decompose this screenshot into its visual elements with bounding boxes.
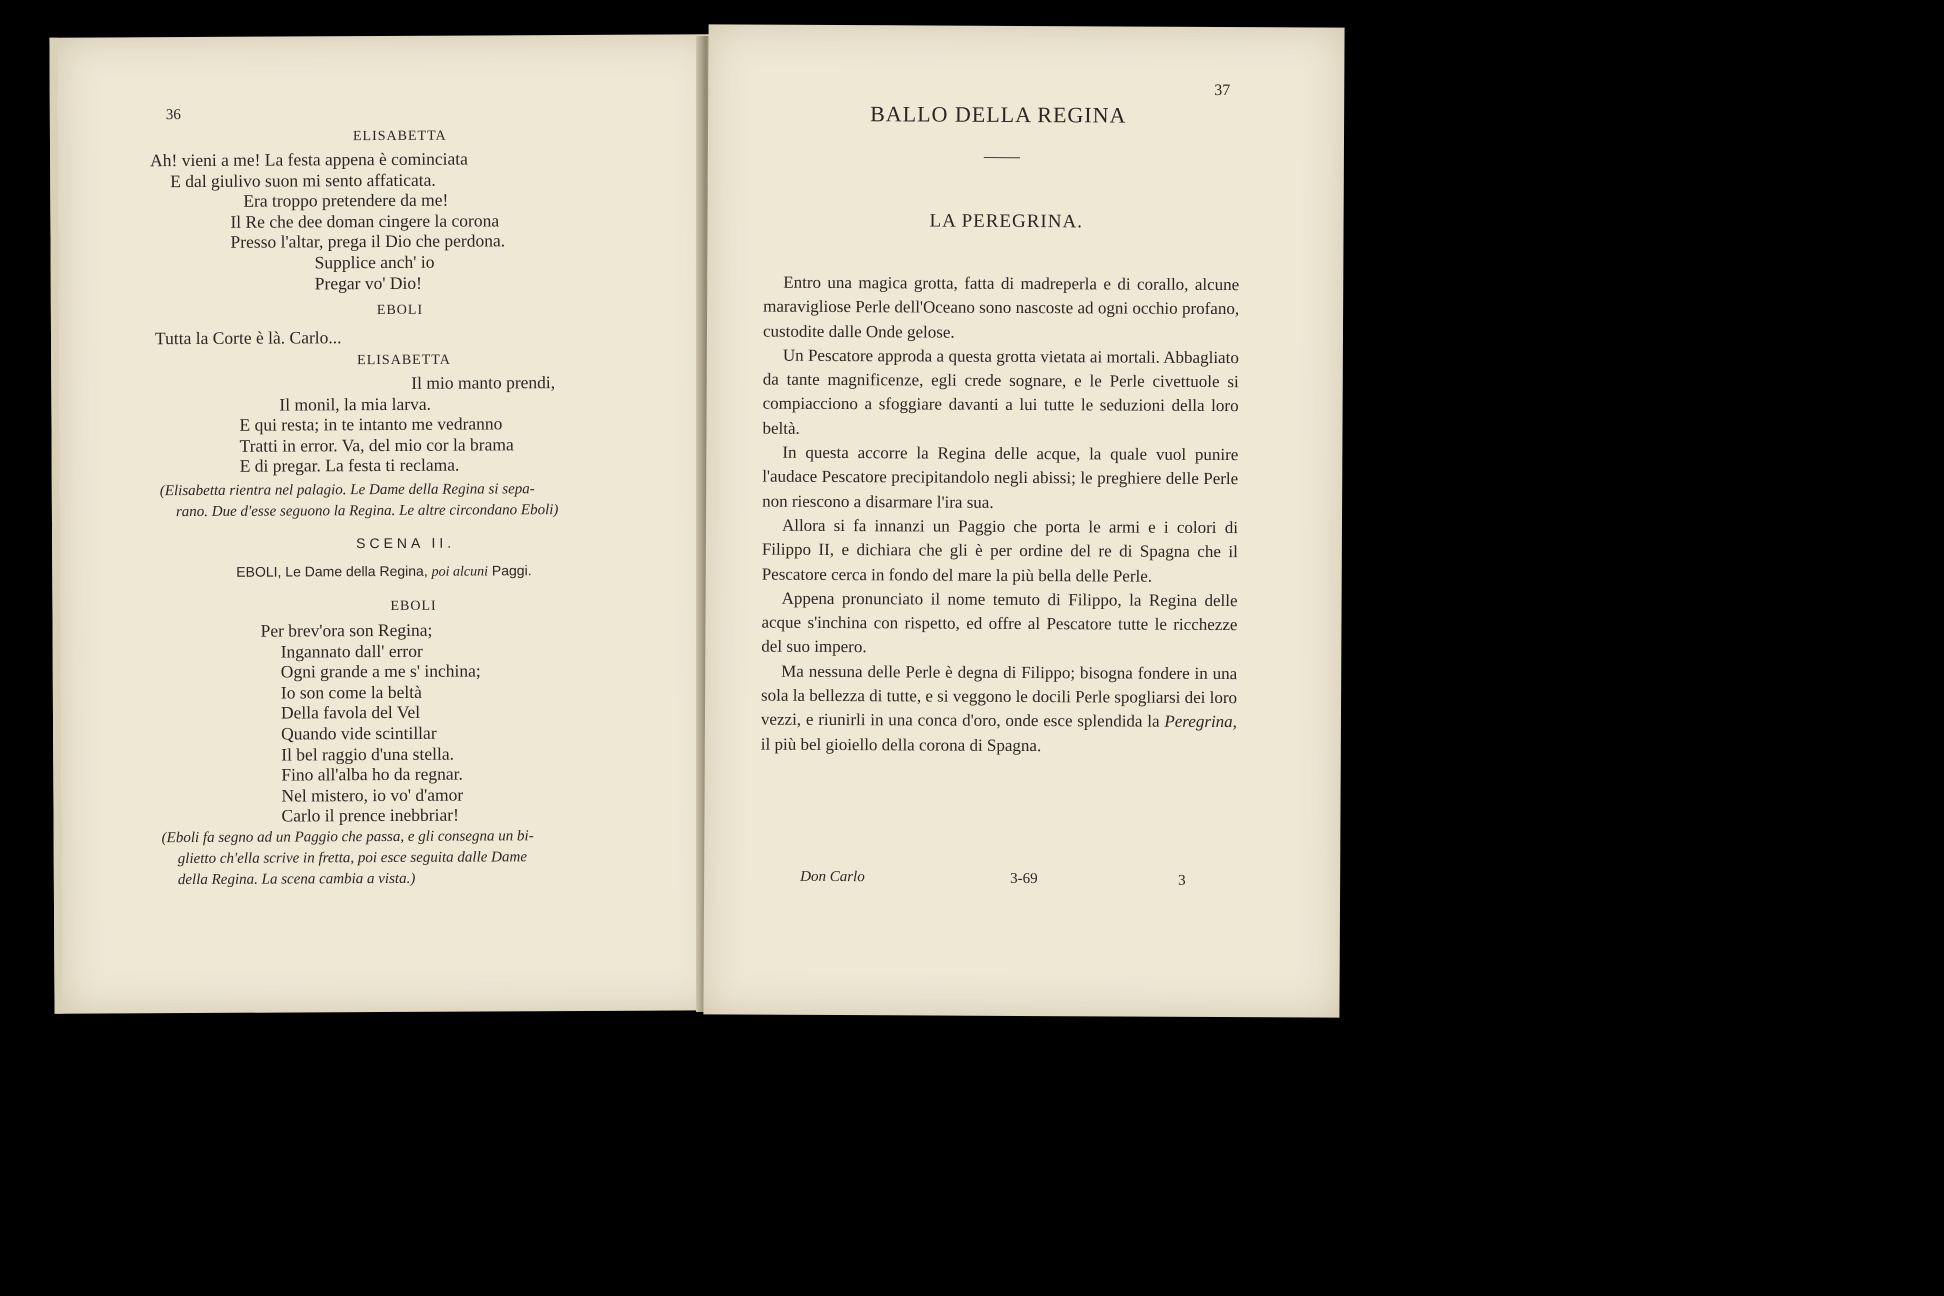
- stage-line: (Eboli fa segno ad un Paggio che passa, e gli consegna un bi-: [161, 828, 534, 847]
- stage-line: glietto ch'ella scrive in fretta, poi esce seguita dalle Dame: [177, 849, 528, 868]
- page-number-right: 37: [1214, 81, 1231, 100]
- synopsis-paragraph: Allora si fa innanzi un Paggio che porta le armi e i colori di Filippo II, e dichiara che gli è per ordine del re di Spagna che il Pescatore cerca in fondo del mare la più bella delle Perle.: [761, 515, 1239, 586]
- speaker-eboli-2: EBOLI: [390, 598, 437, 614]
- synopsis-paragraph: In questa accorre la Regina delle acque, la quale vuol punire l'audace Pescatore precipitandolo negli abissi; le preghiere delle Perle non riescono a disarmare l'ira sua.: [762, 442, 1239, 512]
- verse-line: Ingannato dall' error: [280, 640, 423, 662]
- verse-block-4: [261, 620, 482, 827]
- verse-line: E di pregar. La festa ti reclama.: [239, 454, 460, 477]
- cast-end: Paggi.: [491, 562, 532, 579]
- verse-line: Io son come la beltà: [280, 681, 422, 703]
- verse-line: Il Re che dee doman cingere la corona: [230, 210, 500, 232]
- verse-line: E dal giulivo suon mi sento affaticata.: [170, 169, 436, 191]
- stage-line: (Elisabetta rientra nel palagio. Le Dame della Regina si sepa-: [159, 481, 535, 500]
- cast-italic: poi alcuni: [431, 564, 489, 580]
- stage-direction-1: [160, 479, 559, 523]
- cast-line: [236, 562, 531, 582]
- verse-line: Il bel raggio d'una stella.: [281, 743, 455, 765]
- verse-line: E qui resta; in te intanto me vedranno: [239, 413, 503, 435]
- stage-direction-2: [162, 826, 534, 891]
- footer-title: Don Carlo: [800, 868, 865, 886]
- verse-line: Ah! vieni a me! La festa appena è cominciata: [150, 148, 468, 171]
- synopsis-paragraph: Appena pronunciato il nome temuto di Filippo, la Regina delle acque s'inchina con rispetto, ed offre al Pescatore tutte le ricchezze del suo impero.: [761, 588, 1238, 657]
- verse-line: Il mio manto prendi,: [411, 372, 556, 393]
- peregrina-italic: Peregrina,: [1164, 712, 1238, 732]
- ballet-subtitle: LA PEREGRINA.: [929, 210, 1084, 233]
- scena-heading: SCENA II.: [356, 534, 456, 552]
- last-paragraph-start: Ma nessuna delle Perle è degna di Filippo; bisogna fondere in una sola la bellezza di tutte, e si veggono le docili Perle spogliarsi dei loro vezzi, e riunirli in una conca d'oro, onde esce splendida la: [760, 661, 1238, 732]
- last-paragraph-end: il più bel gioiello della corona di Spagna.: [760, 734, 1042, 755]
- verse-line: Era troppo pretendere da me!: [243, 189, 449, 211]
- verse-block-3: [179, 372, 555, 477]
- ballet-title: BALLO DELLA REGINA: [870, 101, 1127, 128]
- speaker-elisabetta-2: ELISABETTA: [357, 352, 451, 369]
- verse-line: Quando vide scintillar: [281, 722, 437, 744]
- left-page: [49, 34, 720, 1013]
- stage-line: della Regina. La scena cambia a vista.): [177, 870, 416, 889]
- title-rule: ——: [983, 145, 1020, 166]
- stage-line: rano. Due d'esse seguono la Regina. Le altre circondano Eboli): [175, 502, 559, 521]
- verse-line: Supplice anch' io: [314, 251, 435, 273]
- speaker-elisabetta-1: ELISABETTA: [352, 128, 447, 145]
- verse-line: Carlo il prence inebbriar!: [281, 804, 459, 826]
- verse-line: Ogni grande a me s' inchina;: [280, 660, 481, 682]
- verse-line: Della favola del Vel: [280, 702, 421, 723]
- verse-line: Il monil, la mia larva.: [279, 393, 432, 415]
- synopsis-paragraph: Un Pescatore approda a questa grotta vietata ai mortali. Abbagliato da tante magnificenze, egli crede sognare, e le Perle civettuole si compiacciono a sfoggiare davanti a lui tutte le seduzioni della loro beltà.: [762, 345, 1239, 438]
- verse-line: Tratti in error. Va, del mio cor la brama: [239, 434, 514, 456]
- page-number-left: 36: [165, 107, 181, 124]
- verse-line: Pregar vo' Dio!: [314, 272, 422, 293]
- verse-block-1: [150, 148, 505, 294]
- cast-names: EBOLI, Le Dame della Regina,: [236, 562, 428, 580]
- verse-line: Nel mistero, io vo' d'amor: [281, 784, 464, 806]
- verse-line: Fino all'alba ho da regnar.: [281, 763, 463, 785]
- speaker-eboli-1: EBOLI: [376, 302, 424, 319]
- verse-line: Per brev'ora son Regina;: [260, 619, 433, 641]
- verse-line-eboli: Tutta la Corte è là. Carlo...: [154, 327, 342, 349]
- footer-signature: 3-69: [1010, 870, 1038, 888]
- synopsis-paragraph-last: [761, 659, 1238, 759]
- footer-sheet-number: 3: [1178, 872, 1186, 889]
- verse-line: Presso l'altar, prega il Dio che perdona.: [230, 230, 506, 253]
- ballet-synopsis: [761, 271, 1240, 759]
- synopsis-paragraph: Entro una magica grotta, fatta di madreperla e di corallo, alcune maravigliose Perle dell'Oceano sono nascoste ad ogni occhio profano, custodite dalle Onde gelose.: [762, 272, 1240, 342]
- right-page: [703, 24, 1344, 1017]
